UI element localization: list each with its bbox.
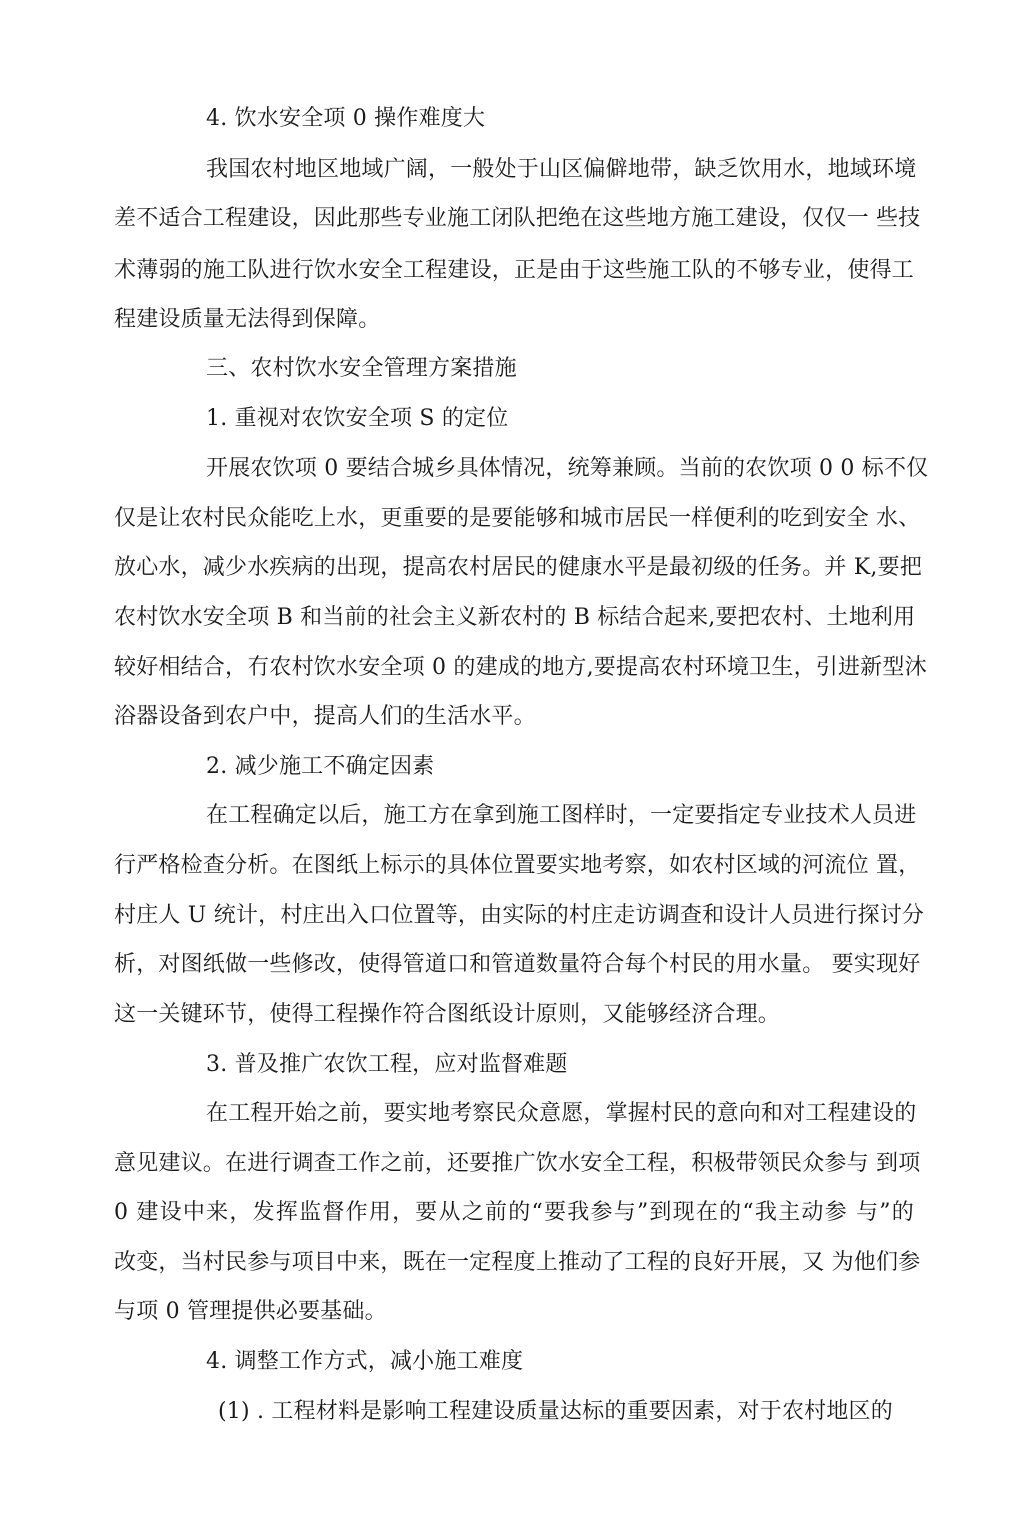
paragraph-line: 在工程开始之前，要实地考察民众意愿，掌握村民的意向和对工程建设的: [206, 1101, 917, 1126]
section-heading: 2. 减少施工不确定因素: [206, 754, 435, 779]
paragraph-line: 析，对图纸做一些修改，使得管道口和管道数量符合每个村民的用水量。 要实现好: [114, 952, 921, 977]
paragraph-line: 0 建设中来，发挥监督作用，要从之前的“要我参与”到现在的“我主动参 与”的: [114, 1200, 914, 1225]
section-heading: 4. 饮水安全项 0 操作难度大: [206, 106, 486, 131]
list-item: (1) . 工程材料是影响工程建设质量达标的重要因素，对于农村地区的: [218, 1399, 893, 1424]
paragraph-line: 改变，当村民参与项目中来，既在一定程度上推动了工程的良好开展，又 为他们参: [114, 1250, 921, 1275]
paragraph-line: 行严格检查分析。在图纸上标示的具体位置要实地考察，如农村区域的河流位 置，: [114, 853, 921, 878]
paragraph-line: 开展农饮项 0 要结合城乡具体情况，统筹兼顾。当前的农饮项 0 0 标不仅: [206, 456, 929, 481]
paragraph-line: 程建设质量无法得到保障。: [114, 307, 381, 332]
paragraph-line: 在工程确定以后，施工方在拿到施工图样时，一定要指定专业技术人员进: [206, 803, 917, 828]
paragraph-line: 这一关键环节，使得工程操作符合图纸设计原则，又能够经济合理。: [114, 1002, 781, 1027]
paragraph-line: 我国农村地区地域广阔，一般处于山区偏僻地带，缺乏饮用水，地域环境: [206, 157, 917, 182]
paragraph-line: 差不适合工程建设，因此那些专业施工闭队把绝在这些地方施工建设，仅仅一 些技: [114, 206, 921, 231]
paragraph-line: 村庄人 U 统计，村庄出入口位置等，由实际的村庄走访调查和设计人员进行探讨分: [114, 903, 925, 928]
section-heading: 1. 重视对农饮安全项 S 的定位: [206, 406, 509, 431]
section-heading: 4. 调整工作方式，减小施工难度: [206, 1349, 524, 1374]
section-heading: 三、农村饮水安全管理方案措施: [206, 356, 517, 381]
paragraph-line: 与项 0 管理提供必要基础。: [114, 1299, 387, 1324]
paragraph-line: 农村饮水安全项 B 和当前的社会主义新农村的 B 标结合起来,要把农村、土地利用: [114, 605, 916, 630]
paragraph-line: 较好相结合，冇农村饮水安全项 0 的建成的地方,要提高农村环境卫生，引进新型沐: [114, 655, 927, 680]
section-heading: 3. 普及推广农饮工程，应对监督难题: [206, 1052, 568, 1077]
paragraph-line: 浴器设备到农户中，提高人们的生活水平。: [114, 704, 536, 729]
paragraph-line: 放心水，减少水疾病的出现，提高农村居民的健康水平是最初级的任务。并 K,要把: [114, 555, 923, 580]
paragraph-line: 术薄弱的施工队进行饮水安全工程建设，正是由于这些施工队的不够专业，使得工: [114, 258, 914, 283]
paragraph-line: 意见建议。在进行调查工作之前，还要推广饮水安全工程，积极带领民众参与 到项: [114, 1151, 921, 1176]
paragraph-line: 仅是让农村民众能吃上水，更重要的是要能够和城市居民一样便利的吃到安全 水、: [114, 506, 921, 531]
